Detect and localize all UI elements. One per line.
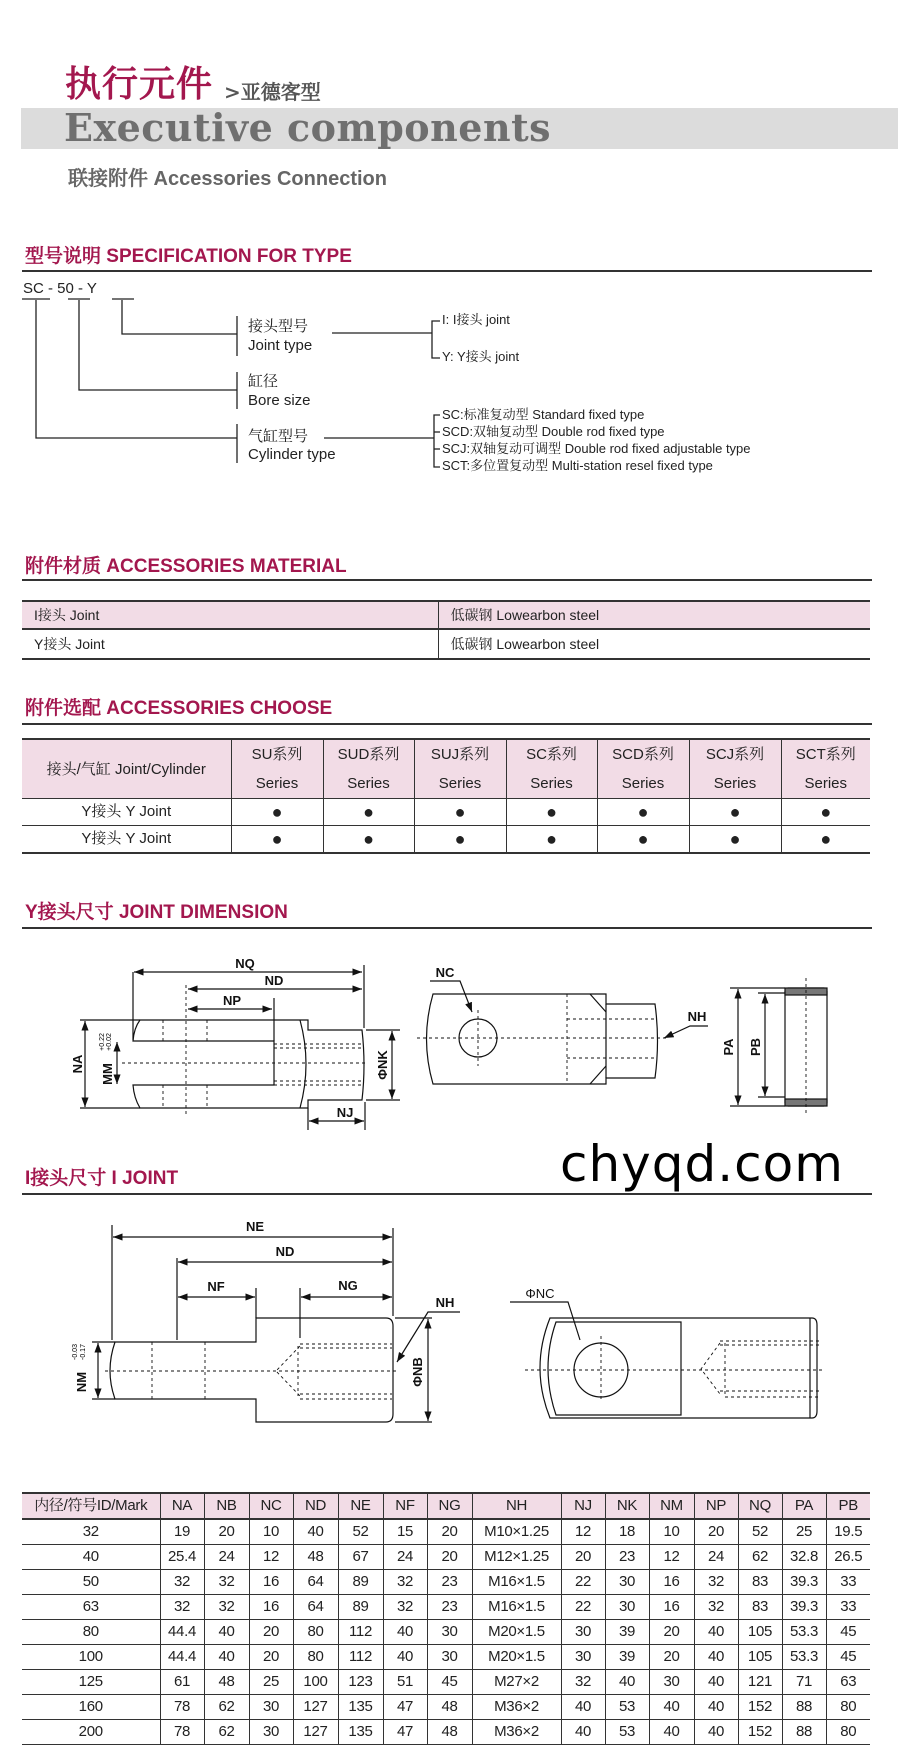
label-nm: NM [74,1371,89,1393]
header-cell: NM [649,1493,694,1519]
series-label: Series [621,775,665,792]
table-cell: 63 [826,1670,870,1695]
table-cell: 47 [383,1720,427,1745]
table-cell: 40 [649,1720,694,1745]
table-cell: 80 [293,1645,338,1670]
table-cell: 112 [338,1645,383,1670]
table-cell: 88 [782,1695,826,1720]
series-name: SC系列 [526,746,577,763]
table-cell: 40 [694,1620,738,1645]
compat-cell [781,826,870,854]
compat-dot-icon: ● [820,801,832,822]
joint-option-y: Y: Y接头 joint [442,349,520,364]
table-cell: 62 [204,1695,249,1720]
table-cell: 30 [249,1695,293,1720]
table-cell: 32.8 [782,1545,826,1570]
table-cell: 23 [427,1595,472,1620]
table-cell: 20 [427,1519,472,1545]
header-cell-series [597,739,689,799]
table-cell: 40 [383,1620,427,1645]
table-cell: 40 [605,1670,649,1695]
label-nc: ΦNC [525,1286,555,1301]
table-cell: 39 [605,1620,649,1645]
table-cell: 30 [605,1570,649,1595]
table-cell: 12 [249,1545,293,1570]
series-label: Series [804,775,848,792]
dimension-table [22,1492,870,1745]
spec-joint-en: Joint type [248,337,313,354]
table-row [22,601,870,629]
label-pa: PA [721,1038,736,1056]
table-cell: M12×1.25 [472,1545,561,1570]
label-nj: NJ [336,1105,354,1120]
row-label: Y接头 Y Joint [22,826,231,854]
table-cell: 48 [427,1695,472,1720]
header-cell-series [323,739,414,799]
table-cell: 23 [605,1545,649,1570]
table-cell: 48 [427,1720,472,1745]
table-cell: 10 [649,1519,694,1545]
page-subtitle: 联接附件 Accessories Connection [68,168,387,190]
table-cell: 32 [160,1595,204,1620]
table-cell: 78 [160,1695,204,1720]
table-cell: 16 [249,1595,293,1620]
compat-dot-icon: ● [454,828,466,849]
label-nf: NF [207,1279,225,1294]
table-row [22,799,870,826]
table-cell: 61 [160,1670,204,1695]
header-cell: NQ [738,1493,782,1519]
section-divider [22,1193,872,1195]
y-joint-drawing [0,940,898,1140]
header-cell: NJ [561,1493,605,1519]
table-cell: 24 [694,1545,738,1570]
table-row [22,1670,870,1695]
table-row [22,1695,870,1720]
label-mm-tol-low: +0.02 [106,1033,113,1051]
table-cell: 25 [782,1519,826,1545]
table-row [22,1620,870,1645]
table-cell: 24 [204,1545,249,1570]
table-cell: Y接头 Joint [22,629,438,659]
table-cell: 24 [383,1545,427,1570]
table-cell: 53.3 [782,1645,826,1670]
table-cell: 40 [649,1695,694,1720]
table-cell: 20 [204,1519,249,1545]
compat-cell [506,799,597,826]
table-cell: 135 [338,1695,383,1720]
series-name: SCT系列 [795,746,856,763]
table-cell: 53 [605,1695,649,1720]
table-cell: 89 [338,1595,383,1620]
table-cell: 32 [204,1595,249,1620]
table-row [22,1720,870,1745]
table-cell: 低碳钢 Lowearbon steel [438,601,870,629]
header-cell-series [506,739,597,799]
compat-dot-icon: ● [454,801,466,822]
spec-bore-cn: 缸径 [248,373,279,390]
table-cell: 40 [293,1519,338,1545]
table-cell: 135 [338,1720,383,1745]
table-cell: 20 [427,1545,472,1570]
table-cell: 53.3 [782,1620,826,1645]
table-cell: 40 [694,1670,738,1695]
compat-dot-icon: ● [271,801,283,822]
table-cell: 32 [160,1570,204,1595]
table-cell: 52 [338,1519,383,1545]
section-divider [22,927,872,929]
compat-cell [323,826,414,854]
table-cell: M20×1.5 [472,1620,561,1645]
table-cell: 20 [649,1620,694,1645]
watermark: chyqd.com [560,1135,844,1193]
header-cell: 内径/符号ID/Mark [22,1493,160,1519]
table-cell: 48 [204,1670,249,1695]
compat-cell [506,826,597,854]
table-cell: 44.4 [160,1620,204,1645]
label-nk: ΦNK [375,1050,390,1080]
section-divider [22,723,872,725]
table-cell: 50 [22,1570,160,1595]
header-cell-series [689,739,781,799]
page-title-en: Executive components [64,105,552,150]
table-cell: 39.3 [782,1570,826,1595]
section-choose-heading: 附件选配 ACCESSORIES CHOOSE [25,698,333,719]
joint-option-i: I: I接头 joint [442,312,510,327]
table-cell: 64 [293,1570,338,1595]
table-cell: 30 [605,1595,649,1620]
table-cell: 53 [605,1720,649,1745]
header-cell: ND [293,1493,338,1519]
series-label: Series [530,775,573,792]
table-cell: 100 [293,1670,338,1695]
table-cell: 51 [383,1670,427,1695]
label-nh: NH [687,1009,707,1024]
table-row [22,1645,870,1670]
series-name: SCD系列 [612,746,674,763]
table-cell: M16×1.5 [472,1570,561,1595]
label-nb: ΦNB [410,1357,425,1387]
table-cell: 30 [649,1670,694,1695]
table-cell: 100 [22,1645,160,1670]
table-cell: 32 [204,1570,249,1595]
compat-dot-icon: ● [729,801,741,822]
label-nd: ND [264,973,284,988]
label-mm: MM [100,1063,115,1085]
table-cell: 32 [383,1595,427,1620]
compat-cell [414,826,506,854]
table-cell: 33 [826,1595,870,1620]
table-cell: 32 [22,1519,160,1545]
table-cell: 26.5 [826,1545,870,1570]
compat-cell [231,826,323,854]
compat-cell [689,799,781,826]
table-cell: 39 [605,1645,649,1670]
header-cell: NP [694,1493,738,1519]
label-nq: NQ [235,956,255,971]
table-cell: 123 [338,1670,383,1695]
table-cell: 20 [249,1645,293,1670]
table-cell: 20 [561,1545,605,1570]
label-pb: PB [748,1037,763,1057]
table-cell: M36×2 [472,1695,561,1720]
table-cell: 40 [383,1645,427,1670]
table-row [22,1519,870,1545]
table-cell: 62 [738,1545,782,1570]
compat-cell [597,826,689,854]
table-cell: 71 [782,1670,826,1695]
table-cell: 40 [204,1645,249,1670]
table-cell: 40 [694,1720,738,1745]
label-ne: NE [245,1219,265,1234]
table-cell: 127 [293,1695,338,1720]
section-divider [22,579,872,581]
table-cell: 127 [293,1720,338,1745]
label-nd: ND [275,1244,295,1259]
compat-cell [231,799,323,826]
compat-dot-icon: ● [820,828,832,849]
table-cell: 30 [561,1645,605,1670]
series-label: Series [713,775,757,792]
label-na: NA [70,1054,85,1074]
series-name: SU系列 [251,746,303,763]
header-cell-series [231,739,323,799]
table-cell: 10 [249,1519,293,1545]
cyl-option-sct: SCT:多位置复动型 Multi-station resel fixed type [442,458,713,473]
table-cell: 32 [694,1595,738,1620]
header-cell: NE [338,1493,383,1519]
table-cell: 25.4 [160,1545,204,1570]
compat-dot-icon: ● [271,828,283,849]
table-cell: 16 [649,1595,694,1620]
series-name: SUJ系列 [430,746,490,763]
compat-cell [781,799,870,826]
table-cell: 19 [160,1519,204,1545]
compat-dot-icon: ● [363,801,374,822]
table-cell: M36×2 [472,1720,561,1745]
label-mm-tol-up: +0.22 [99,1033,106,1051]
table-cell: 45 [826,1645,870,1670]
spec-code: SC - 50 - Y [23,280,97,297]
table-cell: 32 [383,1570,427,1595]
table-cell: 25 [249,1670,293,1695]
cyl-option-scd: SCD:双轴复动型 Double rod fixed type [442,424,665,439]
table-cell: 152 [738,1695,782,1720]
section-material-heading: 附件材质 ACCESSORIES MATERIAL [25,556,347,577]
table-cell: 20 [249,1620,293,1645]
table-cell: 45 [427,1670,472,1695]
compat-cell [414,799,506,826]
header-cell: NF [383,1493,427,1519]
compat-dot-icon: ● [546,801,557,822]
choose-table [22,738,870,854]
table-cell: 88 [782,1720,826,1745]
compat-cell [597,799,689,826]
table-cell: M10×1.25 [472,1519,561,1545]
table-cell: 48 [293,1545,338,1570]
compat-cell [323,799,414,826]
i-joint-drawing [0,1210,898,1470]
header-cell: NG [427,1493,472,1519]
spec-joint-cn: 接头型号 [248,318,309,335]
series-name: SUD系列 [337,746,400,763]
header-cell: NC [249,1493,293,1519]
table-cell: M27×2 [472,1670,561,1695]
table-cell: 78 [160,1720,204,1745]
header-cell-corner: 接头/气缸 Joint/Cylinder [22,739,231,799]
label-ng: NG [338,1278,358,1293]
table-cell: 89 [338,1570,383,1595]
header-cell: NA [160,1493,204,1519]
table-row [22,629,870,659]
table-cell: 19.5 [826,1519,870,1545]
table-cell: 47 [383,1695,427,1720]
table-row [22,826,870,854]
table-cell: 12 [561,1519,605,1545]
label-nc: NC [435,965,455,980]
header-cell: NK [605,1493,649,1519]
table-cell: 80 [826,1695,870,1720]
header-cell: PA [782,1493,826,1519]
compat-dot-icon: ● [637,828,649,849]
table-cell: 22 [561,1570,605,1595]
table-cell: 15 [383,1519,427,1545]
table-cell: 200 [22,1720,160,1745]
table-cell: 12 [649,1545,694,1570]
table-cell: 18 [605,1519,649,1545]
table-cell: 80 [293,1620,338,1645]
table-cell: 121 [738,1670,782,1695]
table-cell: 105 [738,1645,782,1670]
table-cell: 63 [22,1595,160,1620]
spec-bore-en: Bore size [248,392,311,409]
table-cell: 152 [738,1720,782,1745]
header-cell-series [414,739,506,799]
table-cell: 40 [694,1695,738,1720]
header-cell: PB [826,1493,870,1519]
table-header-row [22,1493,870,1519]
table-cell: M20×1.5 [472,1645,561,1670]
table-row [22,1595,870,1620]
compat-dot-icon: ● [363,828,374,849]
label-np: NP [222,993,242,1008]
table-cell: 30 [249,1720,293,1745]
header-cell-series [781,739,870,799]
table-header-row [22,739,870,799]
table-cell: 80 [22,1620,160,1645]
table-cell: 40 [22,1545,160,1570]
table-cell: 39.3 [782,1595,826,1620]
table-cell: 105 [738,1620,782,1645]
table-row [22,1545,870,1570]
cyl-option-sc: SC:标准复动型 Standard fixed type [442,407,645,422]
table-cell: 32 [694,1570,738,1595]
row-label: Y接头 Y Joint [22,799,231,826]
table-cell: 40 [204,1620,249,1645]
label-nm-tol-low: -0.17 [80,1344,87,1360]
table-cell: 40 [694,1645,738,1670]
section-i-joint-heading: I接头尺寸 I JOINT [25,1168,179,1189]
table-cell: 40 [561,1695,605,1720]
table-cell: 112 [338,1620,383,1645]
section-spec-heading: 型号说明 SPECIFICATION FOR TYPE [25,246,352,267]
series-label: Series [347,775,390,792]
table-cell: 22 [561,1595,605,1620]
table-row [22,1570,870,1595]
table-cell: 44.4 [160,1645,204,1670]
section-y-joint-heading: Y接头尺寸 JOINT DIMENSION [25,902,288,923]
table-cell: 32 [561,1670,605,1695]
table-cell: 67 [338,1545,383,1570]
table-cell: I接头 Joint [22,601,438,629]
header-cell: NH [472,1493,561,1519]
spec-cyl-en: Cylinder type [248,446,336,463]
compat-dot-icon: ● [546,828,557,849]
table-cell: 23 [427,1570,472,1595]
table-cell: 20 [694,1519,738,1545]
material-table [22,600,870,660]
table-cell: 52 [738,1519,782,1545]
table-cell: 30 [427,1620,472,1645]
page-title-brand: >亚德客型 [224,80,321,104]
table-cell: 83 [738,1595,782,1620]
table-cell: M16×1.5 [472,1595,561,1620]
label-nh: NH [435,1295,455,1310]
table-cell: 20 [649,1645,694,1670]
table-cell: 125 [22,1670,160,1695]
table-cell: 16 [249,1570,293,1595]
table-cell: 30 [561,1620,605,1645]
table-cell: 低碳钢 Lowearbon steel [438,629,870,659]
table-cell: 62 [204,1720,249,1745]
page-title-cn: 执行元件 [65,63,214,105]
table-cell: 30 [427,1645,472,1670]
table-cell: 160 [22,1695,160,1720]
table-cell: 64 [293,1595,338,1620]
table-cell: 33 [826,1570,870,1595]
table-cell: 45 [826,1620,870,1645]
header-cell: NB [204,1493,249,1519]
series-name: SCJ系列 [705,746,765,763]
compat-dot-icon: ● [729,828,741,849]
cyl-option-scj: SCJ:双轴复动可调型 Double rod fixed adjustable type [442,441,751,456]
series-label: Series [255,775,299,792]
table-cell: 16 [649,1570,694,1595]
table-cell: 80 [826,1720,870,1745]
spec-cyl-cn: 气缸型号 [248,428,309,445]
series-label: Series [438,775,482,792]
label-nm-tol-up: -0.03 [72,1344,79,1360]
compat-cell [689,826,781,854]
table-cell: 40 [561,1720,605,1745]
compat-dot-icon: ● [637,801,649,822]
table-cell: 83 [738,1570,782,1595]
